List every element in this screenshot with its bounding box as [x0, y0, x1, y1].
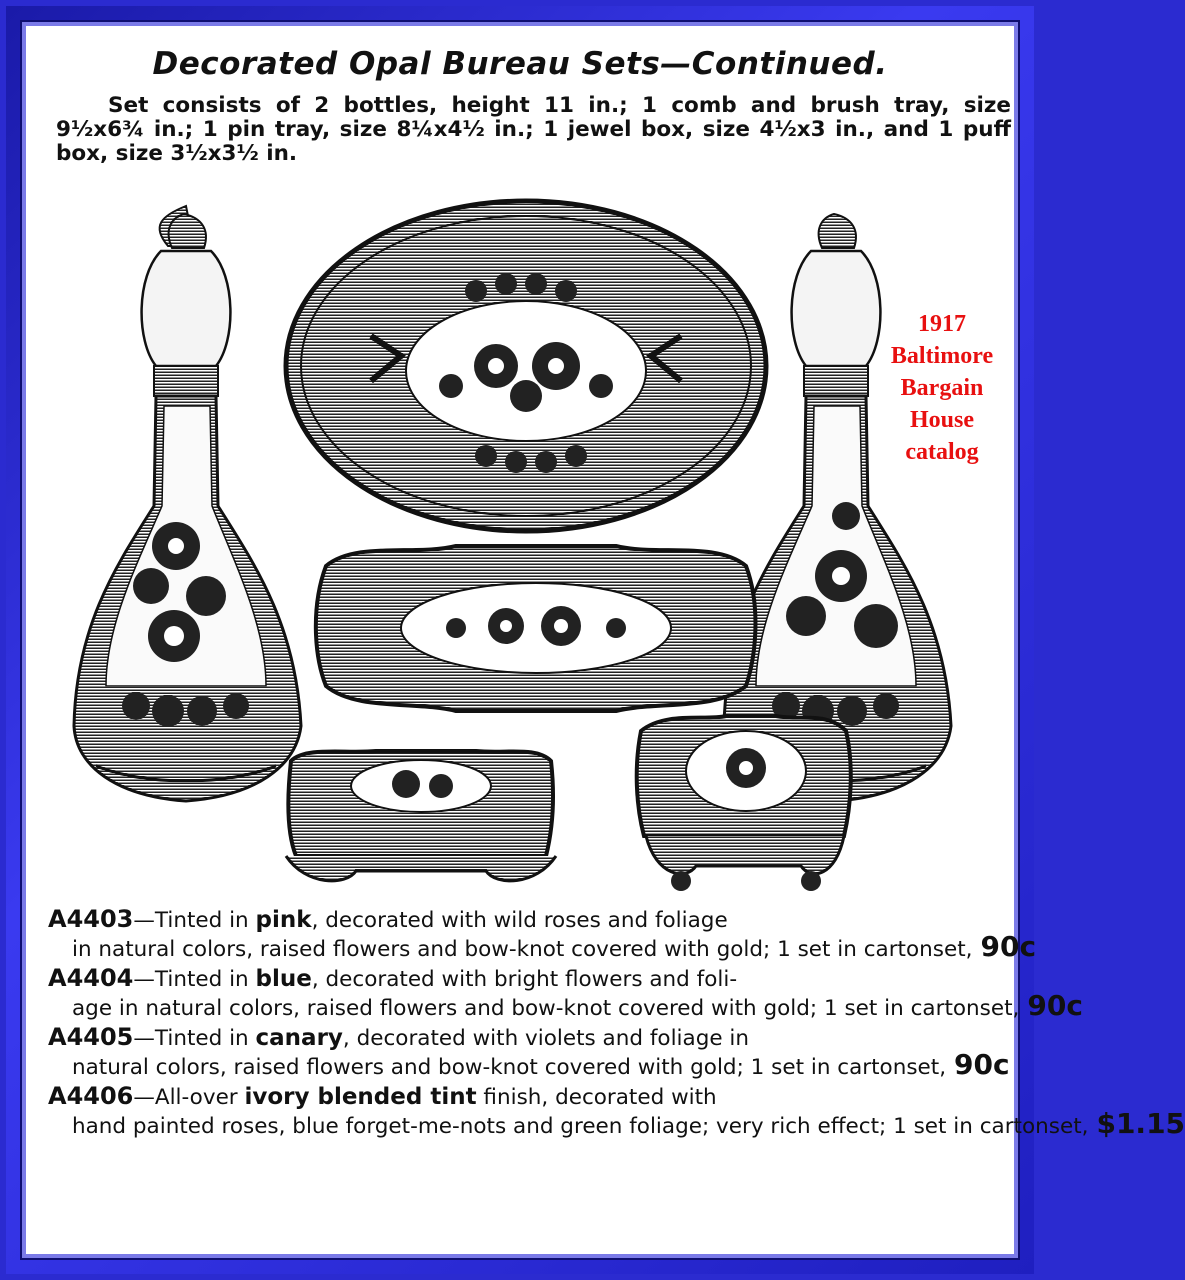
item-unit: set, [1048, 1114, 1089, 1139]
frame-border [20, 20, 1185, 1260]
item-list [48, 905, 1185, 1142]
comb-brush-tray [286, 201, 766, 531]
item-text: , decorated with violets and foliage in [342, 1026, 749, 1051]
item-price: 90c [1027, 989, 1083, 1022]
catalog-page [26, 26, 1185, 1254]
item-text: —Tinted in [133, 908, 256, 933]
item-code: A4403 [48, 905, 134, 933]
item-code: A4404 [48, 964, 134, 992]
item-text: finish, decorated with [476, 1085, 717, 1110]
list-item [48, 964, 1083, 1022]
item-text: —All-over [133, 1085, 245, 1110]
jewel-box [286, 751, 556, 881]
item-tint: canary [255, 1025, 343, 1051]
item-tint: ivory blended tint [244, 1084, 477, 1110]
item-price: $1.15 [1096, 1107, 1185, 1140]
page-title: Decorated Opal Bureau Sets—Continued. [152, 46, 888, 82]
item-unit: set, [932, 937, 973, 962]
puff-box [637, 716, 851, 891]
item-description: hand painted roses, blue forget-me-nots and green foliage; very rich effect; 1 set in carton [72, 1114, 1049, 1139]
item-unit: set, [979, 996, 1020, 1021]
list-item [48, 1023, 1010, 1081]
item-text: —Tinted in [133, 1026, 256, 1051]
set-description: Set consists of 2 bottles, height 11 in.; 1 comb and brush tray, size 9½x6¾ in.; 1 pin tray, size 8¼x4½ in.; 1 jewel box, size 4½x3 in., and 1 puff box, size 3½x3½ in. [56, 93, 1011, 166]
item-text: , decorated with wild roses and foliage [311, 908, 728, 933]
left-bottle [74, 206, 301, 801]
caption-word-house: House [909, 407, 974, 433]
caption-city: Baltimore [890, 343, 994, 369]
list-item [48, 905, 1037, 963]
caption-word-bargain: Bargain [900, 375, 984, 401]
pin-tray [316, 546, 756, 711]
item-code: A4406 [48, 1082, 134, 1110]
item-text: , decorated with bright flowers and foli- [311, 967, 738, 992]
item-text: —Tinted in [133, 967, 256, 992]
item-description: natural colors, raised flowers and bow-knot covered with gold; 1 set in carton [72, 1055, 907, 1080]
item-price: 90c [954, 1048, 1010, 1081]
item-description: age in natural colors, raised flowers and bow-knot covered with gold; 1 set in carton [72, 996, 980, 1021]
item-tint: blue [255, 966, 312, 992]
right-bottle [724, 214, 951, 801]
bureau-set-illustration [56, 206, 986, 896]
item-price: 90c [980, 930, 1037, 963]
item-code: A4405 [48, 1023, 134, 1051]
caption-word-catalog: catalog [905, 439, 979, 465]
item-tint: pink [255, 907, 312, 933]
blue-frame [6, 6, 1185, 1274]
list-item [48, 1082, 1185, 1140]
catalog-source-caption [872, 308, 1012, 468]
item-unit: set, [906, 1055, 947, 1080]
caption-year: 1917 [918, 311, 966, 337]
item-description: in natural colors, raised flowers and bow-knot covered with gold; 1 set in carton [72, 937, 933, 962]
